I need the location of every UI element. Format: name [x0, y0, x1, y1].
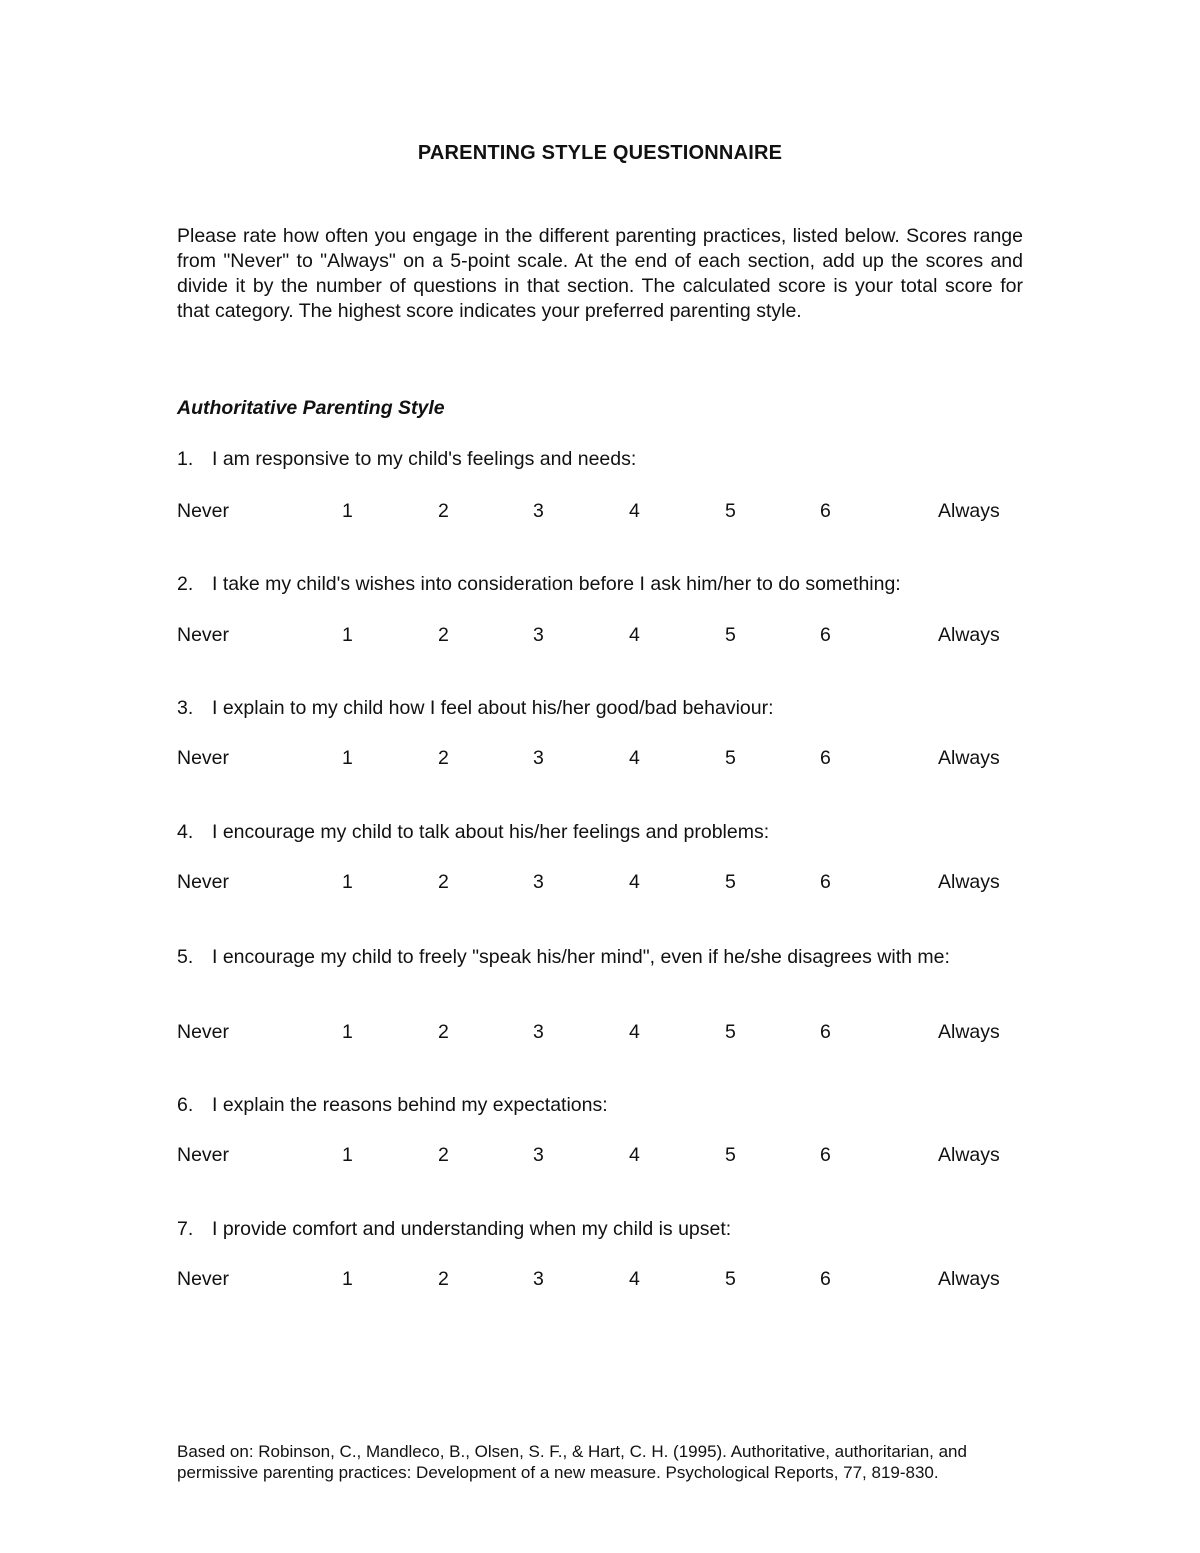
- scale-option-2[interactable]: 2: [438, 1268, 449, 1290]
- question-text: I am responsive to my child's feelings and needs:: [212, 448, 637, 470]
- scale-option-3[interactable]: 3: [533, 871, 544, 893]
- scale-option-1[interactable]: 1: [342, 1021, 353, 1043]
- scale-option-5[interactable]: 5: [725, 624, 736, 646]
- scale-option-6[interactable]: 6: [820, 1021, 831, 1043]
- scale-option-3[interactable]: 3: [533, 624, 544, 646]
- scale-option-3[interactable]: 3: [533, 1021, 544, 1043]
- scale-option-3[interactable]: 3: [533, 500, 544, 522]
- scale-label-always: Always: [938, 624, 1000, 646]
- question-4: [177, 820, 1023, 845]
- scale-label-never: Never: [177, 1021, 230, 1043]
- scale-option-2[interactable]: 2: [438, 747, 449, 769]
- rating-scale-1: [0, 498, 1200, 524]
- question-text: I explain to my child how I feel about his/her good/bad behaviour:: [212, 697, 774, 719]
- scale-label-never: Never: [177, 1144, 230, 1166]
- scale-option-5[interactable]: 5: [725, 1144, 736, 1166]
- scale-label-always: Always: [938, 871, 1000, 893]
- question-text: I take my child's wishes into consideration before I ask him/her to do something:: [212, 573, 901, 595]
- scale-option-5[interactable]: 5: [725, 1268, 736, 1290]
- scale-option-4[interactable]: 4: [629, 1144, 640, 1166]
- scale-option-3[interactable]: 3: [533, 747, 544, 769]
- question-2: [177, 572, 1023, 597]
- scale-option-2[interactable]: 2: [438, 871, 449, 893]
- question-3: [177, 696, 1023, 721]
- rating-scale-3: [0, 745, 1200, 771]
- rating-scale-5: [0, 1019, 1200, 1045]
- scale-option-5[interactable]: 5: [725, 500, 736, 522]
- scale-option-6[interactable]: 6: [820, 500, 831, 522]
- rating-scale-6: [0, 1142, 1200, 1168]
- scale-label-never: Never: [177, 1268, 230, 1290]
- scale-option-6[interactable]: 6: [820, 624, 831, 646]
- scale-option-1[interactable]: 1: [342, 624, 353, 646]
- question-number: 7.: [177, 1218, 194, 1240]
- scale-option-4[interactable]: 4: [629, 747, 640, 769]
- scale-option-4[interactable]: 4: [629, 500, 640, 522]
- scale-option-2[interactable]: 2: [438, 1144, 449, 1166]
- scale-option-2[interactable]: 2: [438, 624, 449, 646]
- question-6: [177, 1093, 1023, 1118]
- citation-footnote: Based on: Robinson, C., Mandleco, B., Olsen, S. F., & Hart, C. H. (1995). Authoritative, authoritarian, and permissive parenting practices: Development of a new measure. Psychological Reports, 77, 819-830.: [177, 1442, 967, 1482]
- question-number: 3.: [177, 697, 194, 719]
- question-number: 6.: [177, 1094, 194, 1116]
- rating-scale-4: [0, 869, 1200, 895]
- question-number: 4.: [177, 821, 194, 843]
- question-number: 5.: [177, 946, 194, 968]
- scale-option-1[interactable]: 1: [342, 871, 353, 893]
- scale-option-6[interactable]: 6: [820, 1144, 831, 1166]
- scale-option-4[interactable]: 4: [629, 1021, 640, 1043]
- scale-option-4[interactable]: 4: [629, 871, 640, 893]
- question-number: 2.: [177, 573, 194, 595]
- scale-option-6[interactable]: 6: [820, 871, 831, 893]
- rating-scale-2: [0, 622, 1200, 648]
- instructions-paragraph: Please rate how often you engage in the different parenting practices, listed below. Scores range from "Never" to "Always" on a 5-point scale. At the end of each section, add up the scores and divide it by the number of questions in that section. The calculated score is your total score for that category. The highest score indicates your preferred parenting style.: [177, 225, 1023, 322]
- question-5: [177, 945, 1023, 970]
- question-text: I encourage my child to freely "speak his/her mind", even if he/she disagrees with me:: [212, 946, 950, 968]
- question-text: I encourage my child to talk about his/her feelings and problems:: [212, 821, 770, 843]
- scale-label-always: Always: [938, 1144, 1000, 1166]
- scale-option-1[interactable]: 1: [342, 1144, 353, 1166]
- scale-option-4[interactable]: 4: [629, 1268, 640, 1290]
- scale-label-never: Never: [177, 747, 230, 769]
- document-title: PARENTING STYLE QUESTIONNAIRE: [417, 142, 783, 164]
- scale-label-always: Always: [938, 1021, 1000, 1043]
- scale-option-5[interactable]: 5: [725, 1021, 736, 1043]
- rating-scale-7: [0, 1266, 1200, 1292]
- scale-option-5[interactable]: 5: [725, 871, 736, 893]
- scale-option-2[interactable]: 2: [438, 500, 449, 522]
- section-heading: Authoritative Parenting Style: [177, 397, 445, 419]
- scale-label-never: Never: [177, 500, 230, 522]
- scale-option-6[interactable]: 6: [820, 747, 831, 769]
- scale-option-3[interactable]: 3: [533, 1268, 544, 1290]
- scale-option-4[interactable]: 4: [629, 624, 640, 646]
- scale-label-always: Always: [938, 747, 1000, 769]
- scale-label-always: Always: [938, 500, 1000, 522]
- scale-option-5[interactable]: 5: [725, 747, 736, 769]
- question-text: I provide comfort and understanding when my child is upset:: [212, 1218, 732, 1240]
- scale-label-never: Never: [177, 871, 230, 893]
- question-7: [177, 1217, 1023, 1242]
- question-1: [177, 447, 1023, 472]
- scale-option-1[interactable]: 1: [342, 747, 353, 769]
- scale-label-always: Always: [938, 1268, 1000, 1290]
- scale-option-1[interactable]: 1: [342, 1268, 353, 1290]
- scale-label-never: Never: [177, 624, 230, 646]
- scale-option-1[interactable]: 1: [342, 500, 353, 522]
- question-number: 1.: [177, 448, 194, 470]
- scale-option-2[interactable]: 2: [438, 1021, 449, 1043]
- scale-option-6[interactable]: 6: [820, 1268, 831, 1290]
- question-text: I explain the reasons behind my expectations:: [212, 1094, 608, 1116]
- scale-option-3[interactable]: 3: [533, 1144, 544, 1166]
